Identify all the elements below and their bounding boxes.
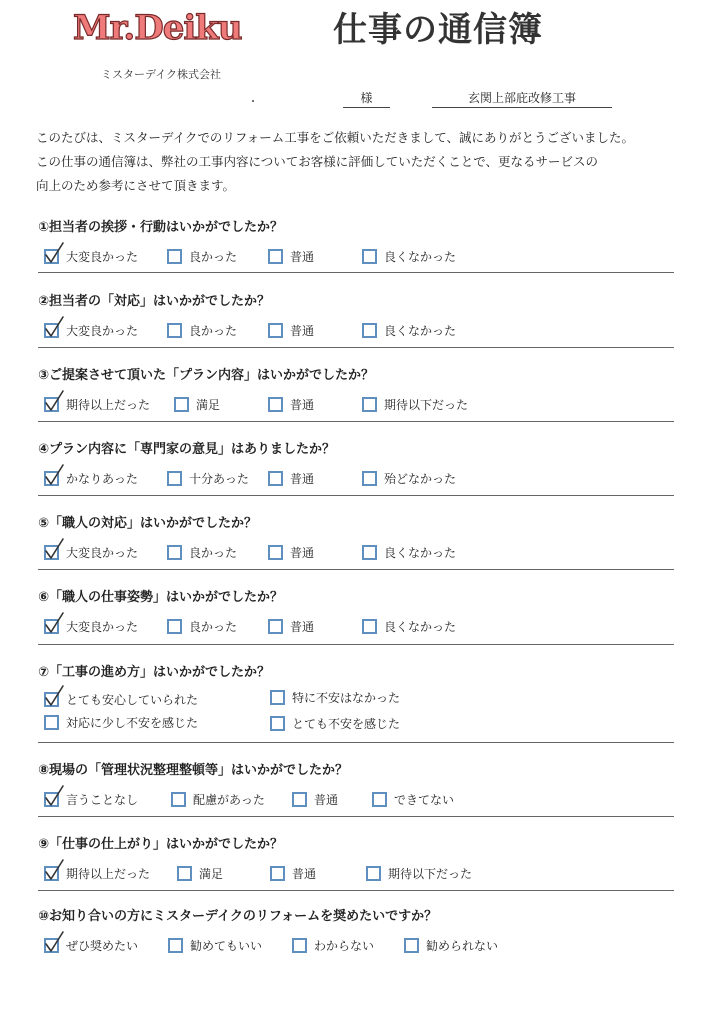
checkbox[interactable] [44,249,59,264]
checkbox[interactable] [44,323,59,338]
answer-option[interactable] [167,618,237,635]
answer-option[interactable] [167,544,237,561]
option-label: 良かった [189,324,238,338]
checkbox[interactable] [362,397,377,412]
answer-option[interactable] [268,396,314,413]
option-label: 期待以下だった [384,398,469,412]
checkbox[interactable] [268,323,283,338]
option-label: 言うことなし [66,793,139,807]
page-title: 仕事の通信簿 [333,10,543,50]
answer-option[interactable] [362,618,456,635]
option-label: わからない [314,939,375,953]
checkbox[interactable] [44,619,59,634]
option-label: かなりあった [66,472,138,486]
option-label: 大変良かった [66,620,139,634]
answer-option[interactable] [44,322,138,339]
intro-line: このたびは、ミスターデイクでのリフォーム工事をご依頼いただきまして、誠にありがとうございました。 [36,130,635,145]
customer-name-field [343,89,390,108]
checkbox[interactable] [270,866,285,881]
answer-option[interactable] [177,865,223,882]
checkbox[interactable] [268,619,283,634]
answer-option[interactable] [171,791,265,808]
answer-option[interactable] [362,396,468,413]
question-title: ③ご提案させて頂いた「プラン内容」はいかがでしたか？ [38,368,375,383]
option-label: 普通 [292,867,317,881]
option-label: 良かった [189,250,238,264]
intro-line: 向上のため参考にさせて頂きます。 [36,178,236,193]
option-label: 良かった [189,546,238,560]
answer-option[interactable] [44,396,150,413]
option-label: とても安心していられた [66,693,199,707]
checkbox[interactable] [44,866,59,881]
checkbox[interactable] [44,715,59,730]
question-title: ②担当者の「対応」はいかがでしたか？ [38,294,271,309]
checkbox[interactable] [168,938,183,953]
answer-option[interactable] [404,937,498,954]
checkbox[interactable] [362,249,377,264]
checkbox[interactable] [372,792,387,807]
option-label: 良くなかった [384,324,457,338]
answer-option[interactable] [362,470,456,487]
stray-dot [252,100,254,102]
answer-option[interactable] [168,937,262,954]
option-label: 勧められない [426,939,499,953]
answer-option[interactable] [44,714,198,731]
option-label: ぜひ奨めたい [66,939,139,953]
checkbox[interactable] [292,938,307,953]
checkbox[interactable] [167,471,182,486]
option-label: 普通 [290,398,315,412]
option-label: 良かった [189,620,238,634]
checkbox[interactable] [174,397,189,412]
check-mark-icon [44,389,66,413]
option-label: 良くなかった [384,620,457,634]
section-divider [38,421,674,422]
answer-option[interactable] [44,470,138,487]
option-label: 勧めてもいい [190,939,263,953]
checkbox[interactable] [44,471,59,486]
checkbox[interactable] [44,545,59,560]
check-mark-icon [44,315,66,339]
question-title: ⑧現場の「管理状況整理整頓等」はいかがでしたか？ [38,763,349,778]
checkbox[interactable] [268,397,283,412]
option-label: 普通 [314,793,339,807]
option-label: とても不安を感じた [292,717,401,731]
checkbox[interactable] [167,619,182,634]
answer-option[interactable] [362,544,456,561]
checkbox[interactable] [44,792,59,807]
answer-option[interactable] [44,791,138,808]
company-logo: Mr.Deiku [73,8,242,48]
question-title: ④プラン内容に「専門家の意見」はありましたか？ [38,442,336,457]
option-label: 普通 [290,324,315,338]
answer-option[interactable] [372,791,454,808]
answer-option[interactable] [44,544,138,561]
company-name: ミスターデイク株式会社 [101,68,222,81]
option-label: 普通 [290,546,315,560]
answer-option[interactable] [268,618,314,635]
question-title: ⑩お知り合いの方にミスターデイクのリフォームを奨めたいですか？ [38,909,438,924]
answer-option[interactable] [292,791,338,808]
project-name-field [432,89,612,108]
checkbox[interactable] [362,471,377,486]
answer-option[interactable] [292,937,374,954]
check-mark-icon [44,537,66,561]
question-title: ⑨「仕事の仕上がり」はいかがでしたか？ [38,837,284,852]
answer-option[interactable] [44,618,138,635]
check-mark-icon [44,684,66,708]
option-label: 期待以上だった [66,867,151,881]
checkbox[interactable] [404,938,419,953]
check-mark-icon [44,930,66,954]
option-label: 対応に少し不安を感じた [66,716,199,730]
option-label: 良くなかった [384,546,457,560]
answer-option[interactable] [167,248,237,265]
answer-option[interactable] [268,248,314,265]
check-mark-icon [44,241,66,265]
answer-option[interactable] [44,865,150,882]
checkbox[interactable] [362,323,377,338]
section-divider [38,347,674,348]
option-label: 配慮があった [193,793,265,807]
project-name: 玄関上部庇改修工事 [467,91,576,105]
answer-option[interactable] [270,715,400,732]
check-mark-icon [44,784,66,808]
checkbox[interactable] [366,866,381,881]
checkbox[interactable] [177,866,192,881]
answer-option[interactable] [270,865,316,882]
section-divider [38,569,674,570]
section-divider [38,272,674,273]
answer-option[interactable] [167,470,249,487]
answer-option[interactable] [44,937,138,954]
question-title: ⑦「工事の進め方」はいかがでしたか？ [38,665,271,680]
section-divider [38,890,674,891]
answer-option[interactable] [362,322,456,339]
option-label: 期待以下だった [388,867,473,881]
checkbox[interactable] [362,545,377,560]
option-label: 殆どなかった [384,472,457,486]
option-label: 満足 [196,398,221,412]
checkbox[interactable] [268,249,283,264]
option-label: 大変良かった [66,546,139,560]
checkbox[interactable] [270,716,285,731]
question-title: ①担当者の挨拶・行動はいかがでしたか？ [38,220,284,235]
answer-option[interactable] [174,396,220,413]
option-label: 期待以上だった [66,398,151,412]
option-label: できてない [394,793,455,807]
check-mark-icon [44,858,66,882]
intro-text [36,126,676,198]
checkbox[interactable] [292,792,307,807]
option-label: 良くなかった [384,250,457,264]
checkbox[interactable] [44,938,59,953]
intro-line: この仕事の通信簿は、弊社の工事内容についてお客様に評価していただくことで、更なるサービスの [36,154,599,169]
answer-option[interactable] [268,544,314,561]
question-title: ⑥「職人の仕事姿勢」はいかがでしたか？ [38,590,284,605]
checkbox[interactable] [167,249,182,264]
answer-option[interactable] [268,470,314,487]
answer-option[interactable] [268,322,314,339]
answer-option[interactable] [362,248,456,265]
option-label: 普通 [290,620,315,634]
checkbox[interactable] [167,323,182,338]
section-divider [38,644,674,645]
check-mark-icon [44,463,66,487]
checkbox[interactable] [167,545,182,560]
checkbox[interactable] [44,692,59,707]
checkbox[interactable] [268,471,283,486]
answer-option[interactable] [366,865,472,882]
check-mark-icon [44,611,66,635]
option-label: 特に不安はなかった [292,691,401,705]
checkbox[interactable] [268,545,283,560]
question-title: ⑤「職人の対応」はいかがでしたか？ [38,516,258,531]
option-label: 普通 [290,472,315,486]
option-label: 満足 [199,867,224,881]
checkbox[interactable] [44,397,59,412]
honorific-label: 様 [360,91,373,105]
answer-option[interactable] [44,691,198,708]
section-divider [38,742,674,743]
answer-option[interactable] [44,248,138,265]
checkbox[interactable] [362,619,377,634]
answer-option[interactable] [167,322,237,339]
option-label: 大変良かった [66,324,139,338]
option-label: 普通 [290,250,315,264]
option-label: 大変良かった [66,250,139,264]
checkbox[interactable] [171,792,186,807]
section-divider [38,816,674,817]
checkbox[interactable] [270,690,285,705]
section-divider [38,495,674,496]
answer-option[interactable] [270,689,400,706]
option-label: 十分あった [189,472,249,486]
